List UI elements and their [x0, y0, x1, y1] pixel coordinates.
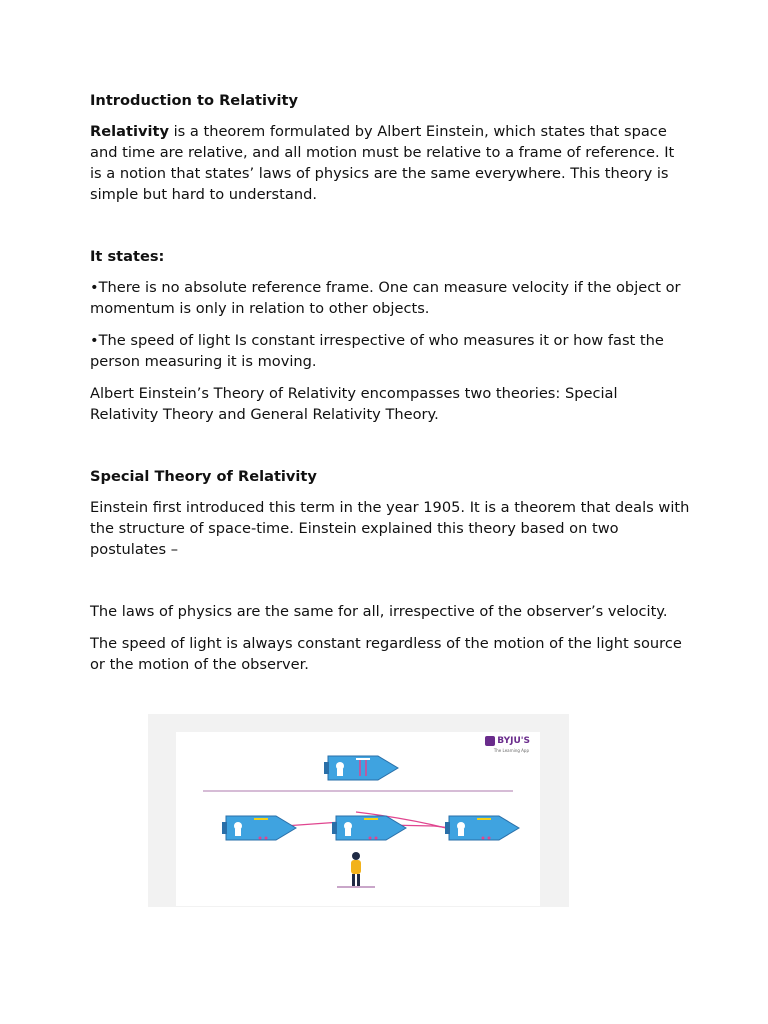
special-intro-paragraph: Einstein first introduced this term in the year 1905. It is a theorem that deals with the structure of space-time. Einstein explained this theory based on two postulates –	[90, 499, 690, 558]
astronaut-icon	[336, 762, 344, 770]
section-heading-states: It states:	[90, 248, 165, 265]
bullet-item: •There is no absolute reference frame. One can measure velocity if the object or momentum is only in relation to other objects.	[90, 279, 681, 317]
spaceship-icon	[332, 816, 406, 840]
figure-canvas	[176, 732, 540, 906]
spaceship-icon	[222, 816, 296, 840]
astronaut-icon	[344, 822, 352, 830]
logo-text: BYJU'S	[497, 736, 530, 746]
spaceship-icon	[324, 756, 398, 780]
postulate-item: The speed of light is always constant regardless of the motion of the light source or the motion of the observer.	[90, 635, 682, 673]
relativity-term: Relativity	[90, 123, 169, 140]
observer-icon	[337, 852, 375, 887]
intro-paragraph	[90, 121, 690, 205]
figure-illustration	[176, 732, 540, 906]
section-heading-special: Special Theory of Relativity	[90, 468, 317, 485]
section-heading-intro: Introduction to Relativity	[90, 92, 299, 109]
theories-summary: Albert Einstein’s Theory of Relativity encompasses two theories: Special Relativity Theory and General Relativity Theory.	[90, 385, 618, 423]
intro-text: is a theorem formulated by Albert Einstein, which states that space and time are relative, and all motion must be relative to a frame of reference. It is a notion that states’ laws of physics are the same everywhere. This theory is simple but hard to understand.	[90, 123, 675, 203]
spaceship-icon	[445, 816, 519, 840]
relativity-figure	[148, 714, 569, 907]
postulate-item: The laws of physics are the same for all, irrespective of the observer’s velocity.	[90, 603, 668, 620]
document-body	[90, 90, 690, 686]
logo-tagline: The Learning App	[493, 748, 529, 753]
astronaut-icon	[234, 822, 242, 830]
astronaut-icon	[457, 822, 465, 830]
bullet-item: •The speed of light Is constant irrespective of who measures it or how fast the person measuring it is moving.	[90, 332, 664, 370]
